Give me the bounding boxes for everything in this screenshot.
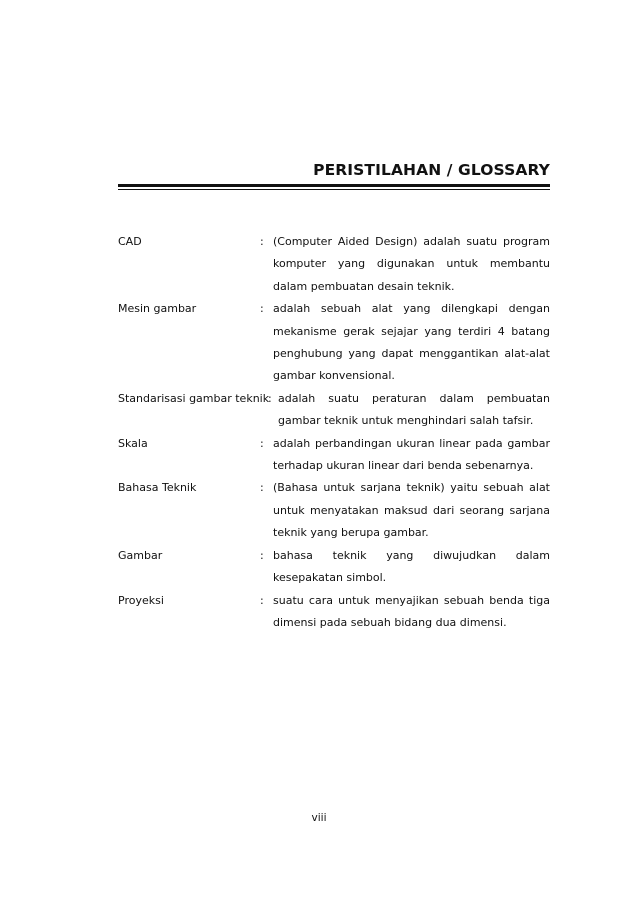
term-separator: : <box>268 391 272 405</box>
definition-line: adalah suatu peraturan dalam pembuatan <box>278 391 550 405</box>
glossary-definition <box>273 298 550 388</box>
definition-line: penghubung yang dapat menggantikan alat-alat <box>273 347 550 361</box>
page-number: viii <box>311 812 327 824</box>
definition-line: bahasa teknik yang diwujudkan dalam <box>273 548 550 562</box>
definition-line: untuk menyatakan maksud dari seorang sarjana <box>273 503 550 517</box>
term-separator: : <box>260 593 264 607</box>
definition-line: suatu cara untuk menyajikan sebuah benda tiga <box>273 593 550 607</box>
definition-line: dalam pembuatan desain teknik. <box>273 279 455 293</box>
term-separator: : <box>260 302 264 316</box>
definition-line: gambar teknik untuk menghindari salah tafsir. <box>278 414 534 428</box>
definition-line: dimensi pada sebuah bidang dua dimensi. <box>273 615 507 629</box>
glossary-entry <box>118 231 550 298</box>
glossary-term: CAD <box>118 235 142 248</box>
glossary-definition <box>273 590 550 635</box>
glossary-term: Standarisasi gambar teknik <box>118 391 270 405</box>
page-title: PERISTILAHAN / GLOSSARY <box>313 161 550 179</box>
glossary-entry <box>118 388 550 433</box>
glossary-entry <box>118 433 550 478</box>
definition-line: komputer yang digunakan untuk membantu <box>273 257 550 271</box>
title-underline-thin <box>118 189 550 190</box>
term-separator: : <box>260 548 264 562</box>
title-underline-thick <box>118 184 550 187</box>
glossary-term: Proyeksi <box>118 593 164 607</box>
term-separator: : <box>260 481 264 495</box>
glossary-term: Bahasa Teknik <box>118 481 197 495</box>
glossary-entry <box>118 477 550 544</box>
definition-line: adalah perbandingan ukuran linear pada gambar <box>273 436 550 450</box>
glossary-entry <box>118 545 550 590</box>
glossary-definition <box>278 388 550 433</box>
glossary-definition <box>273 433 550 478</box>
definition-line: mekanisme gerak sejajar yang terdiri 4 batang <box>273 324 550 338</box>
definition-line: kesepakatan simbol. <box>273 571 387 585</box>
glossary-entry <box>118 298 550 388</box>
definition-line: (Bahasa untuk sarjana teknik) yaitu sebuah alat <box>273 481 550 495</box>
glossary-list <box>118 231 550 634</box>
glossary-definition <box>273 545 550 590</box>
term-separator: : <box>260 436 264 450</box>
definition-line: adalah sebuah alat yang dilengkapi dengan <box>273 302 550 316</box>
glossary-term: Gambar <box>118 548 163 562</box>
definition-line: terhadap ukuran linear dari benda sebenarnya. <box>273 459 534 473</box>
definition-line: teknik yang berupa gambar. <box>273 526 429 540</box>
term-separator: : <box>260 235 264 248</box>
glossary-entry <box>118 590 550 635</box>
definition-line: (Computer Aided Design) adalah suatu program <box>273 235 550 248</box>
glossary-term: Mesin gambar <box>118 302 197 316</box>
definition-line: gambar konvensional. <box>273 369 395 383</box>
glossary-definition <box>273 477 550 544</box>
glossary-term: Skala <box>118 436 148 450</box>
glossary-definition <box>273 231 550 298</box>
